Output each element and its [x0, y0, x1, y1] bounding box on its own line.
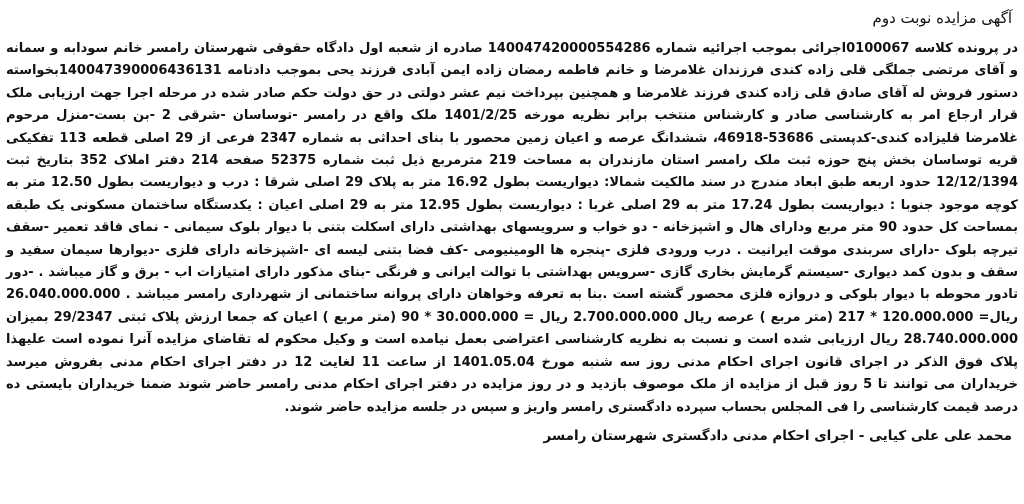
- notice-signature: محمد علی علی کیایی - اجرای احکام مدنی دادگستری شهرستان رامسر: [543, 427, 1012, 444]
- notice-title: آگهی مزایده نوبت دوم: [872, 9, 1012, 27]
- notice-body: در پرونده کلاسه 0100067اجرائی بموجب اجرائیه شماره 140047420000554286 صادره از شعبه اول دادگاه حقوقی شهرستان رامسر خانم سودابه و سمانه و آقای مرتضی جملگی قلی زاده کندی فرزندان غلامرضا و خانم فاطمه رمضان زاده ایمن آبادی فرزند یحی بموجب دادنامه 140047390006436131بخواسته دستور فروش له آقای صادق قلی زاده کندی فرزند غلامرضا و همچنین بپرداخت نیم عشر دولتی در حق دولت حکم صادر شده در مرحله اجرا جهت ارزیابی ملک قرار ارجاع امر به کارشناسی صادر و کارشناس منتخب برابر نظریه مورخه 1401/2/25 ملک واقع در رامسر -توساسان -شرقی 2 -بن بست-منزل مرحوم غلامرضا قلیزاده کندی-کدپستی 53686-46918، ششدانگ عرصه و اعیان زمین محصور با بنای احداثی به شماره 2347 فرعی از 29 اصلی قطعه 113 تفکیکی قریه توساسان بخش پنج حوزه ثبت ملک رامسر استان مازندران به مساحت 219 مترمربع ذیل ثبت شماره 52375 صفحه 214 دفتر املاک 352 بتاریخ ثبت 12/12/1394 حدود اربعه طبق ابعاد مندرج در سند مالکیت شمالا: دیواریست بطول 16.92 متر به پلاک 29 اصلی شرقا : درب و دیواریست بطول 12.50 متر به کوچه موجود جنوبا : دیواریست بطول 17.24 متر به 29 اصلی غربا : دیواریست بطول 12.95 متر به 29 اصلی اعیان : یکدستگاه ساختمان مسکونی یک طبقه بمساحت کل حدود 90 متر مربع ودارای هال و اشپزخانه - دو خواب و سرویسهای بهداشتی دارای اسکلت بتنی با دیوار بلوک سیمانی - نمای فاقد تعمیر -سقف تیرچه بلوک -دارای سربندی موقت ایرانیت . درب ورودی فلزی -پنجره ها الومینیومی -کف فضا بتنی لیسه ای -اشپزخانه دارای فلزی -دیوارها سیمان سفید و سقف و بدون کمد دیواری -سیستم گرمایش بخاری گازی -سرویس بهداشتی با توالت ایرانی و فرنگی -بنای مذکور دارای امتیازات اب - برق و گاز میباشد . -دور تادور محوطه با دیوار بلوکی و دروازه فلزی محصور گشته است .بنا به تعرفه وخواهان دارای پروانه ساختمانی از شهرداری رامسر میباشد . 26.040.000.000 ریال= 120.000.000 * 217 (متر مربع ) عرصه ریال 2.700.000.000 ریال = 30.000.000 * 90 (متر مربع ) اعیان که جمعا ارزش پلاک ثبتی 29/2347 بمیزان 28.740.000.000 ریال ارزیابی شده است و نسبت به نظریه کارشناسی اعتراضی بعمل نیامده است و وکیل محکوم له تقاضای مزایده آنرا نموده است علیهذا پلاک فوق الذکر در اجرای قانون اجرای احکام مدنی روز سه شنبه مورخ 1401.05.04 از ساعت 11 لغایت 12 در دفتر اجرای احکام مدنی بفروش میرسد خریداران می توانند تا 5 روز قبل از مزایده از ملک موصوف بازدید و در روز مزایده در دفتر اجرای احکام مدنی رامسر حاضر شوند ضمنا خریداران بایستی ده درصد قیمت کارشناسی را فی المجلس بحساب سپرده دادگستری رامسر واریز و سپس در جلسه مزایده حاضر شوند.: [6, 41, 1019, 415]
